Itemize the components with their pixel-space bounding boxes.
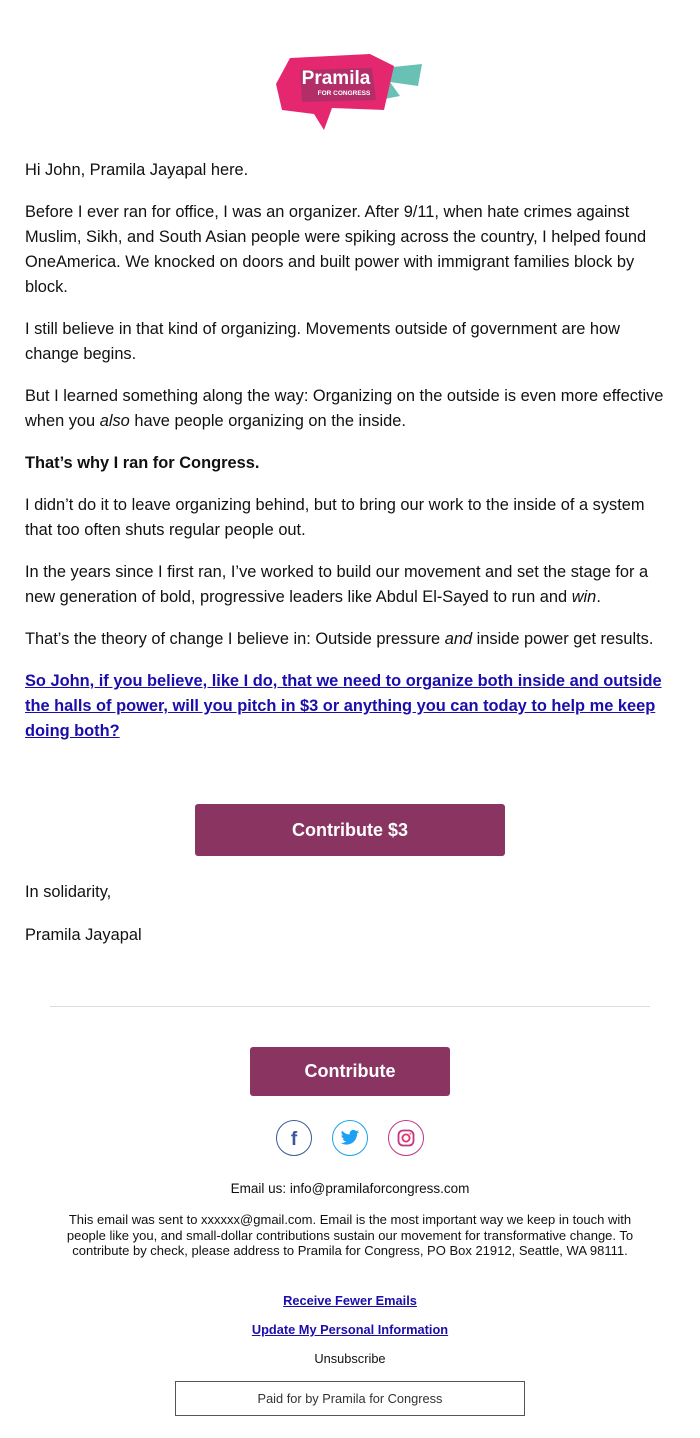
paragraph-organizing: I still believe in that kind of organizing. Movements outside of government are how change begins. [25, 320, 620, 363]
signature-text: Pramila Jayapal [25, 926, 142, 944]
contact-email: Email us: info@pramilaforcongress.com [230, 1181, 470, 1196]
paragraph-organizer: Before I ever ran for office, I was an organizer. After 9/11, when hate crimes against Muslim, Sikh, and South Asian people were spiking across the country, I helped found OneAmerica. We knocked on doors and built power with immigrant families block by block. [25, 203, 647, 296]
signoff [25, 880, 142, 966]
receive-fewer-emails-link[interactable]: Receive Fewer Emails [283, 1293, 417, 1308]
update-personal-info-link[interactable]: Update My Personal Information [251, 1322, 449, 1337]
svg-text:FOR CONGRESS: FOR CONGRESS [317, 90, 371, 97]
pramila-logo [272, 52, 424, 132]
paragraph-inside-system: I didn’t do it to leave organizing behind, but to bring our work to the inside of a system that too often shuts regular people out. [25, 496, 645, 539]
contribute-3-button[interactable]: Contribute $3 [195, 804, 505, 856]
paragraph-theory-of-change: That’s the theory of change I believe in: Outside pressure and inside power get results. [25, 630, 654, 648]
unsubscribe-link[interactable]: Unsubscribe [314, 1351, 386, 1366]
footer-contribute-button[interactable]: Contribute [250, 1047, 450, 1096]
twitter-icon[interactable] [332, 1120, 368, 1156]
footer-divider [50, 1006, 650, 1007]
paragraph-movement: In the years since I first ran, I’ve worked to build our movement and set the stage for a new generation of bold, progressive leaders like Abdul El-Sayed to run and win. [25, 563, 649, 606]
instagram-icon[interactable] [388, 1120, 424, 1156]
svg-text:Pramila: Pramila [301, 68, 371, 89]
paid-for-text: Paid for by Pramila for Congress [257, 1391, 443, 1406]
closing-text: In solidarity, [25, 883, 112, 901]
paid-for-disclaimer-box [175, 1381, 525, 1416]
facebook-icon[interactable] [276, 1120, 312, 1156]
footer-disclaimer: This email was sent to xxxxxx@gmail.com. Email is the most important way we keep in touch with people like you, and small-dollar contributions sustain our movement for transformative change. To contribute by check, please address to Pramila for Congress, PO Box 21912, Seattle, WA 98111. [66, 1212, 634, 1258]
paragraph-learned: But I learned something along the way: Organizing on the outside is even more effective when you also have people organizing on the inside. [25, 387, 664, 430]
paragraph-ran-for-congress: That’s why I ran for Congress. [25, 454, 260, 472]
greeting: Hi John, Pramila Jayapal here. [25, 161, 249, 179]
svg-text:f: f [290, 1129, 298, 1148]
donate-ask-link[interactable]: So John, if you believe, like I do, that we need to organize both inside and outside the halls of power, will you pitch in $3 or anything you can today to help me keep doing both? [25, 672, 662, 740]
email-body [25, 158, 675, 761]
